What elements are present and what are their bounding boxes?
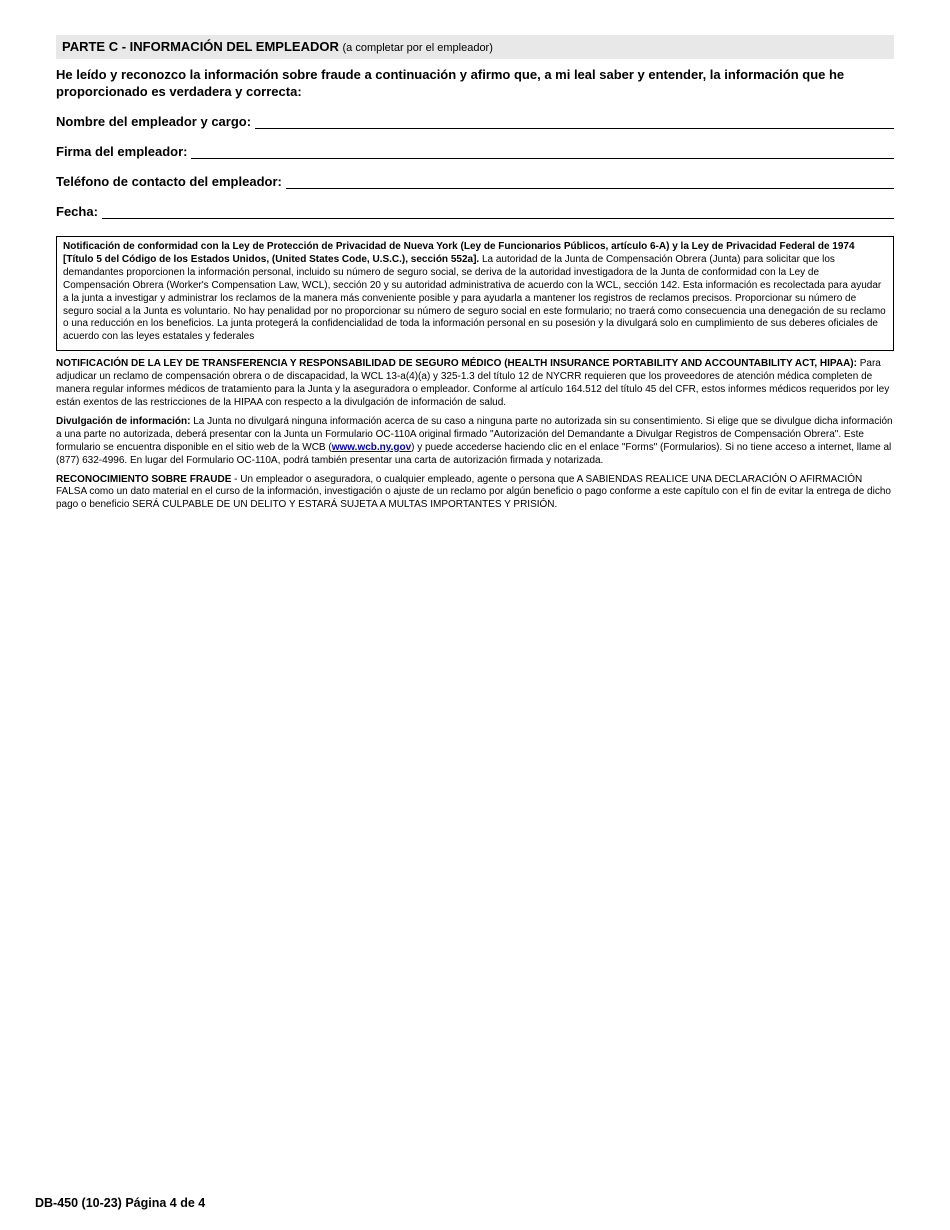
hipaa-notice (56, 358, 894, 410)
section-header (56, 35, 894, 59)
employer-phone-input[interactable] (286, 175, 894, 189)
privacy-notice-box (56, 236, 894, 351)
disclosure-notice (56, 416, 894, 468)
employer-name-field (56, 112, 894, 129)
privacy-notice-title: Notificación de conformidad con la Ley de Protección de Privacidad de Nueva York (Ley de Funcionarios Públicos, artículo 6-A) y la Ley de Privacidad Federal de 1974 [Título 5 del Código de los Estados Unidos, (United States Code, U.S.C.), sección 552a]. (63, 241, 855, 265)
hipaa-body: Para adjudicar un reclamo de compensación obrera o de discapacidad, la WCL 13-a(4)(a) y 325-1.3 del título 12 de NYCRR requieren que los proveedores de atención médica completen de manera regular informes médicos de tratamiento para la Junta y la aseguradora o empleador. Conforme al artículo 164.512 del título 45 del CFR, estos informes médicos requeridos por ley están exentos de las restricciones de la HIPAA con respecto a la divulgación de información de salud. (56, 358, 890, 408)
fraud-title: RECONOCIMIENTO SOBRE FRAUDE (56, 473, 232, 485)
page-footer: DB-450 (10-23) Página 4 de 4 (35, 1196, 206, 1210)
fraud-body: - Un empleador o aseguradora, o cualquier empleado, agente o persona que A SABIENDAS REALICE UNA DECLARACIÓN O AFIRMACIÓN FALSA como un dato material en el curso de la información, investigación o ajuste de un reclamo por algún beneficio o pago conforme a este capítulo con el fin de evitar la entrega de dicho pago o beneficio SERÁ CULPABLE DE UN DELITO Y ESTARÁ SUJETA A MULTAS IMPORTANTES Y PRISIÓN. (56, 473, 891, 511)
disclosure-body-2: ) y puede accederse haciendo clic en el enlace "Forms" (Formularios). Si no tiene acceso a internet, llame al (877) 632-4996. En lugar del Formulario OC-110A, podrá también presentar una carta de autorización firmada y notarizada. (56, 441, 892, 466)
hipaa-title: NOTIFICACIÓN DE LA LEY DE TRANSFERENCIA Y RESPONSABILIDAD DE SEGURO MÉDICO (HEALTH INSURANCE PORTABILITY AND ACCOUNTABILITY ACT, HIPAA): (56, 358, 857, 370)
date-input[interactable] (102, 205, 894, 219)
employer-name-input[interactable] (255, 115, 894, 129)
disclosure-body-1: La Junta no divulgará ninguna información acerca de su caso a ninguna parte no autorizada sin su consentimiento. Si elige que se divulgue dicha información a una parte no autorizada, deberá presentar con la Junta un Formulario OC-110A original firmado "Autorización del Demandante a Divulgar Registros de Compensación Obrera". Este formulario se encuentra disponible en el sitio web de la WCB ( (56, 415, 893, 453)
form-page (56, 35, 894, 512)
section-title: PARTE C - INFORMACIÓN DEL EMPLEADOR (62, 39, 339, 54)
employer-phone-field (56, 172, 894, 189)
fraud-acknowledgement (56, 474, 894, 513)
privacy-notice-body: La autoridad de la Junta de Compensación Obrera (Junta) para solicitar que los demandantes proporcionen la información personal, incluido su número de seguro social, se deriva de la autoridad investigadora de la Junta de conformidad con la Ley de Compensación Obrera (Worker's Compensation Law, WCL), sección 20 y su autoridad administrativa de acuerdo con la WCL, sección 142. Esta información es recolectada para ayudar a la junta a investigar y administrar los reclamos de la manera más conveniente posible y para ayudarla a mantener los registros de reclamos precisos. Proporcionar su número de seguro social a la Junta es voluntario. No hay penalidad por no proporcionar su número de seguro social en este formulario; no traerá como consecuencia una denegación de su reclamo o una reducción en los beneficios. La junta protegerá la confidencialidad de toda la información personal en su posesión y la divulgará solo en cumplimiento de sus deberes oficiales de acuerdo con las leyes estatales y federales (63, 253, 886, 343)
disclosure-title: Divulgación de información: (56, 415, 191, 427)
date-field (56, 202, 894, 219)
section-note: (a completar por el empleador) (342, 42, 493, 54)
employer-signature-input[interactable] (191, 145, 894, 159)
employer-name-label: Nombre del empleador y cargo: (56, 114, 252, 129)
employer-signature-field (56, 142, 894, 159)
attestation-text: He leído y reconozco la información sobre fraude a continuación y afirmo que, a mi leal saber y entender, la información que he proporcionado es verdadera y correcta: (56, 67, 845, 99)
wcb-website-link[interactable]: www.wcb.ny.gov (331, 441, 412, 453)
employer-signature-label: Firma del empleador: (56, 144, 188, 159)
date-label: Fecha: (56, 204, 98, 219)
employer-phone-label: Teléfono de contacto del empleador: (56, 174, 282, 189)
